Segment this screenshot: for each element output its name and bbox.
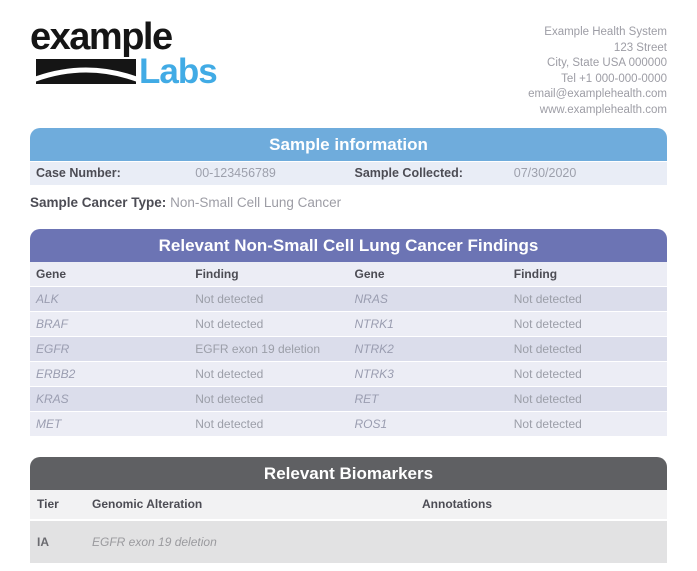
findings-header: Relevant Non-Small Cell Lung Cancer Findings <box>30 229 667 262</box>
tier-cell: IA <box>37 535 49 549</box>
logo-example-text: example <box>30 16 172 58</box>
gene-cell: EGFR <box>30 337 189 362</box>
table-row <box>30 521 667 563</box>
bridge-icon <box>36 59 136 84</box>
gene-cell: RET <box>349 387 508 412</box>
finding-cell: Not detected <box>189 287 348 312</box>
cancer-type-value: Non-Small Cell Lung Cancer <box>170 195 342 210</box>
sample-collected-value: 07/30/2020 <box>513 166 577 180</box>
sample-cancer-type-line <box>30 195 667 210</box>
case-number-label: Case Number: <box>36 166 121 180</box>
table-row <box>30 287 667 312</box>
table-row <box>30 412 667 437</box>
sample-info-row <box>30 161 667 185</box>
finding-cell: Not detected <box>508 387 667 412</box>
report-header <box>30 18 667 118</box>
contact-line: Tel +1 000-000-0000 <box>561 72 667 85</box>
finding-cell: Not detected <box>189 312 348 337</box>
finding-cell: Not detected <box>508 362 667 387</box>
contact-line: Example Health System <box>544 26 667 38</box>
table-row <box>30 362 667 387</box>
findings-column-header-row <box>30 262 667 287</box>
column-header-gene: Gene <box>349 262 508 287</box>
biomarkers-header: Relevant Biomarkers <box>30 457 667 490</box>
finding-cell: Not detected <box>189 362 348 387</box>
table-row <box>30 337 667 362</box>
gene-cell: ALK <box>30 287 189 312</box>
gene-cell: KRAS <box>30 387 189 412</box>
logo-bottom-row <box>36 52 217 91</box>
gene-cell: ROS1 <box>349 412 508 437</box>
finding-cell: Not detected <box>508 412 667 437</box>
contact-line: email@examplehealth.com <box>528 88 667 100</box>
cancer-type-label: Sample Cancer Type: <box>30 195 167 210</box>
finding-cell: Not detected <box>508 312 667 337</box>
gene-cell: NRAS <box>349 287 508 312</box>
column-header-tier: Tier <box>37 497 59 511</box>
logo <box>30 16 217 91</box>
sample-collected-label: Sample Collected: <box>354 166 463 180</box>
logo-labs-text: Labs <box>139 52 217 91</box>
table-row <box>30 312 667 337</box>
alteration-cell: EGFR exon 19 deletion <box>92 535 217 549</box>
case-number-value: 00-123456789 <box>195 166 276 180</box>
gene-cell: MET <box>30 412 189 437</box>
gene-cell: ERBB2 <box>30 362 189 387</box>
contact-line: www.examplehealth.com <box>539 103 667 116</box>
column-header-finding: Finding <box>508 262 667 287</box>
finding-cell: Not detected <box>508 337 667 362</box>
finding-cell: Not detected <box>189 412 348 437</box>
column-header-genomic-alteration: Genomic Alteration <box>92 497 203 511</box>
sample-information-header: Sample information <box>30 128 667 161</box>
gene-cell: NTRK2 <box>349 337 508 362</box>
findings-section <box>30 229 667 437</box>
biomarkers-column-header-row <box>30 490 667 519</box>
contact-line: City, State USA 000000 <box>547 57 667 69</box>
gene-cell: BRAF <box>30 312 189 337</box>
sample-information-section <box>30 128 667 210</box>
gene-cell: NTRK3 <box>349 362 508 387</box>
column-header-annotations: Annotations <box>422 497 492 511</box>
finding-cell: Not detected <box>189 387 348 412</box>
annotations-cell <box>422 535 667 549</box>
contact-block <box>528 18 667 118</box>
finding-cell: EGFR exon 19 deletion <box>189 337 348 362</box>
contact-line: 123 Street <box>613 41 667 54</box>
column-header-gene: Gene <box>30 262 189 287</box>
column-header-finding: Finding <box>189 262 348 287</box>
gene-cell: NTRK1 <box>349 312 508 337</box>
table-row <box>30 387 667 412</box>
finding-cell: Not detected <box>508 287 667 312</box>
biomarkers-section <box>30 457 667 563</box>
